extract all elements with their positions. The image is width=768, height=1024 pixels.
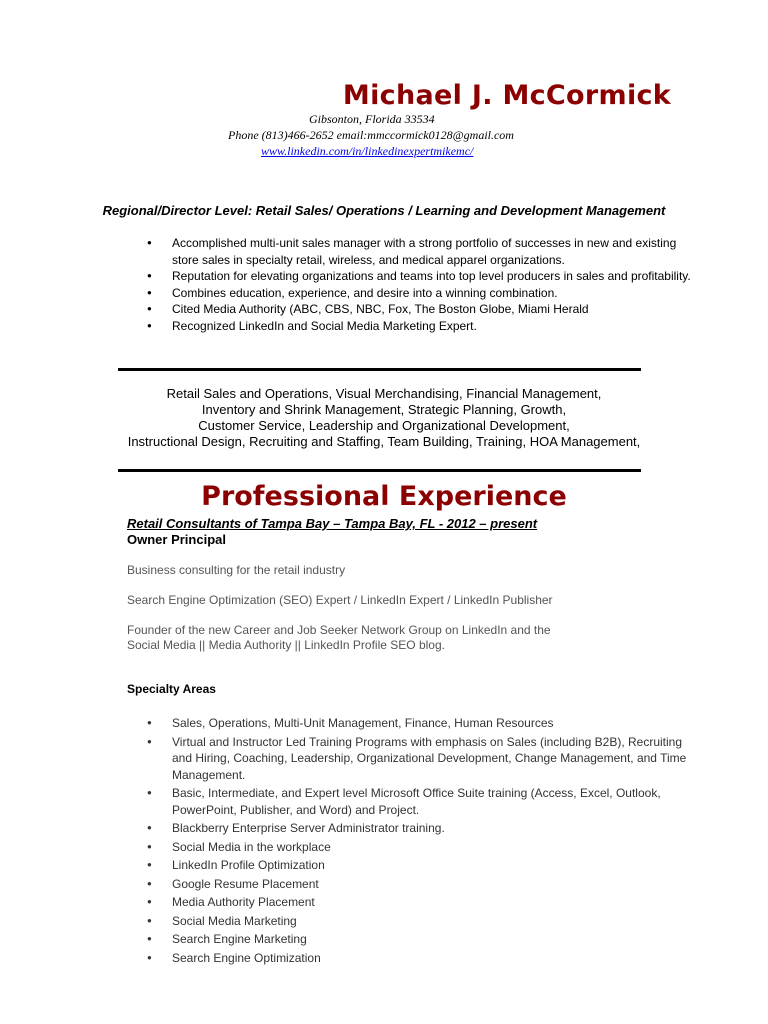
list-item: ● Accomplished multi-unit sales manager with a strong portfolio of successes in new and existing store sales in specialty retail, wireless, and medical apparel organizations. bbox=[0, 235, 692, 268]
list-item: ● Reputation for elevating organizations and teams into top level producers in sales and profitability. bbox=[0, 268, 692, 285]
skills-block bbox=[0, 386, 768, 450]
list-item: ● Social Media in the workplace bbox=[0, 839, 692, 856]
resume-name: Michael J. McCormick bbox=[342, 80, 672, 111]
skills-line: Retail Sales and Operations, Visual Merchandising, Financial Management, bbox=[166, 386, 602, 401]
list-item: ● Cited Media Authority (ABC, CBS, NBC, Fox, The Boston Globe, Miami Herald bbox=[0, 301, 692, 318]
divider bbox=[118, 469, 641, 472]
list-item: ● Media Authority Placement bbox=[0, 894, 692, 911]
job-description: Business consulting for the retail industry bbox=[127, 563, 346, 577]
headline: Regional/Director Level: Retail Sales/ Operations / Learning and Development Management bbox=[102, 203, 666, 218]
specialty-list bbox=[0, 715, 692, 968]
linkedin-link[interactable]: www.linkedin.com/in/linkedinexpertmikemc/ bbox=[261, 144, 474, 158]
list-item: ● Social Media Marketing bbox=[0, 913, 692, 930]
section-title: Professional Experience bbox=[201, 481, 567, 512]
address-line: Gibsonton, Florida 33534 bbox=[309, 112, 435, 126]
list-item: ● Recognized LinkedIn and Social Media Marketing Expert. bbox=[0, 318, 692, 335]
list-item: ● Search Engine Marketing bbox=[0, 931, 692, 948]
linkedin-line bbox=[261, 144, 473, 159]
list-item: ● Combines education, experience, and desire into a winning combination. bbox=[0, 285, 692, 302]
contact-line: Phone (813)466-2652 email:mmccormick0128@gmail.com bbox=[228, 128, 514, 142]
list-item: ● Blackberry Enterprise Server Administrator training. bbox=[0, 820, 692, 837]
job-description: Social Media || Media Authority || LinkedIn Profile SEO blog. bbox=[127, 638, 445, 652]
list-item: ● Google Resume Placement bbox=[0, 876, 692, 893]
job-description: Founder of the new Career and Job Seeker Network Group on LinkedIn and the bbox=[127, 623, 551, 637]
list-item: ● Virtual and Instructor Led Training Programs with emphasis on Sales (including B2B), Recruiting and Hiring, Coaching, Leadership, Organizational Development, Change Management, and Time Management. bbox=[0, 734, 692, 784]
list-item: ● Basic, Intermediate, and Expert level Microsoft Office Suite training (Access, Excel, Outlook, PowerPoint, Publisher, and Word) and Project. bbox=[0, 785, 692, 818]
list-item: ● Search Engine Optimization bbox=[0, 950, 692, 967]
list-item: ● Sales, Operations, Multi-Unit Management, Finance, Human Resources bbox=[0, 715, 692, 732]
specialty-heading: Specialty Areas bbox=[127, 682, 216, 696]
job-description: Search Engine Optimization (SEO) Expert / LinkedIn Expert / LinkedIn Publisher bbox=[127, 593, 553, 607]
job-role: Owner Principal bbox=[127, 532, 226, 547]
summary-list bbox=[0, 235, 692, 334]
job-title-line: Retail Consultants of Tampa Bay – Tampa Bay, FL - 2012 – present bbox=[127, 516, 538, 531]
list-item: ● LinkedIn Profile Optimization bbox=[0, 857, 692, 874]
divider bbox=[118, 368, 641, 371]
skills-line: Instructional Design, Recruiting and Staffing, Team Building, Training, HOA Management, bbox=[127, 434, 641, 449]
skills-line: Inventory and Shrink Management, Strategic Planning, Growth, bbox=[201, 402, 567, 417]
skills-line: Customer Service, Leadership and Organizational Development, bbox=[198, 418, 570, 433]
